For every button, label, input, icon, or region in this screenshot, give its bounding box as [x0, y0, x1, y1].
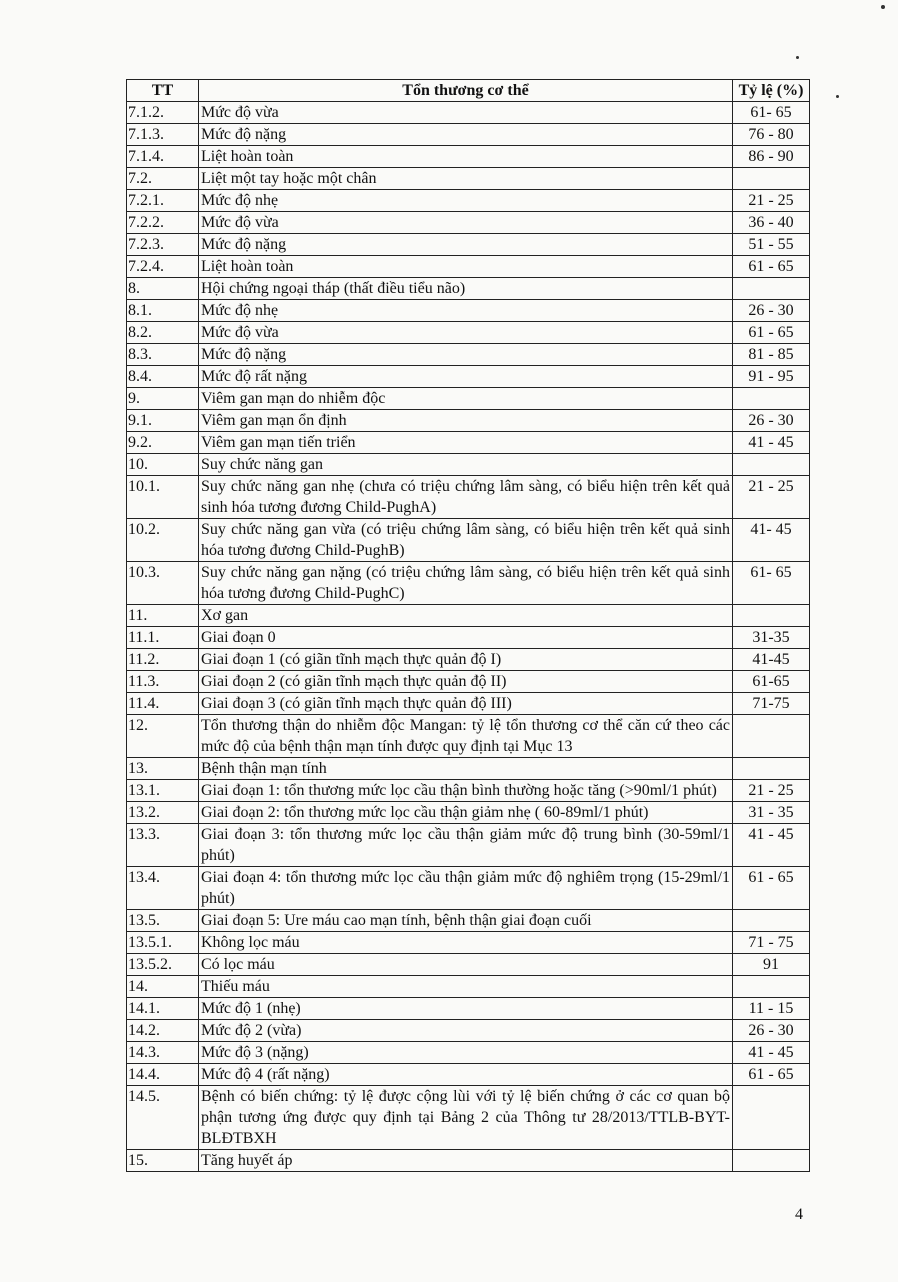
- table-row: [127, 910, 810, 932]
- row-description: Xơ gan: [199, 605, 733, 627]
- row-description: Viêm gan mạn do nhiễm độc: [199, 388, 733, 410]
- row-description: Bệnh có biến chứng: tỷ lệ được cộng lùi với tỷ lệ biến chứng ở các cơ quan bộ phận tương ứng được quy định tại Bảng 2 của Thông tư 28/2013/TTLB-BYT-BLĐTBXH: [199, 1086, 733, 1150]
- header-tt: TT: [127, 80, 199, 102]
- row-description: Mức độ rất nặng: [199, 366, 733, 388]
- table-row: [127, 388, 810, 410]
- row-rate: 41 - 45: [733, 824, 810, 867]
- table-row: [127, 998, 810, 1020]
- row-rate: 61- 65: [733, 102, 810, 124]
- row-rate: 41-45: [733, 649, 810, 671]
- injury-rate-table: [126, 79, 810, 1172]
- row-number: 7.2.3.: [127, 234, 199, 256]
- row-description: Mức độ vừa: [199, 322, 733, 344]
- row-description: Liệt hoàn toàn: [199, 146, 733, 168]
- table-row: [127, 627, 810, 649]
- page-number: 4: [795, 1206, 803, 1223]
- scan-speck: [796, 56, 799, 59]
- table-row: [127, 476, 810, 519]
- table-row: [127, 954, 810, 976]
- table-body: [127, 102, 810, 1172]
- row-number: 13.: [127, 758, 199, 780]
- row-number: 11.3.: [127, 671, 199, 693]
- row-rate: [733, 976, 810, 998]
- table-row: [127, 976, 810, 998]
- row-description: Giai đoạn 3: tổn thương mức lọc cầu thận giảm mức độ trung bình (30-59ml/1 phút): [199, 824, 733, 867]
- row-number: 11.1.: [127, 627, 199, 649]
- header-rate: Tỷ lệ (%): [733, 80, 810, 102]
- row-rate: [733, 758, 810, 780]
- row-description: Hội chứng ngoại tháp (thất điều tiểu não): [199, 278, 733, 300]
- table-row: [127, 278, 810, 300]
- row-description: Mức độ nặng: [199, 124, 733, 146]
- table-row: [127, 867, 810, 910]
- row-description: Giai đoạn 0: [199, 627, 733, 649]
- row-number: 13.5.: [127, 910, 199, 932]
- table-row: [127, 1020, 810, 1042]
- row-rate: 31-35: [733, 627, 810, 649]
- table-row: [127, 234, 810, 256]
- table-row: [127, 1150, 810, 1172]
- table-row: [127, 715, 810, 758]
- row-number: 10.: [127, 454, 199, 476]
- table-row: [127, 1042, 810, 1064]
- table-row: [127, 454, 810, 476]
- table-row: [127, 256, 810, 278]
- row-description: Mức độ nhẹ: [199, 190, 733, 212]
- row-description: Suy chức năng gan nặng (có triệu chứng lâm sàng, có biểu hiện trên kết quả sinh hóa tương đương Child-PughC): [199, 562, 733, 605]
- row-number: 7.2.2.: [127, 212, 199, 234]
- row-rate: 41 - 45: [733, 1042, 810, 1064]
- table-row: [127, 562, 810, 605]
- row-description: Giai đoạn 5: Ure máu cao mạn tính, bệnh thận giai đoạn cuối: [199, 910, 733, 932]
- row-description: Liệt một tay hoặc một chân: [199, 168, 733, 190]
- row-description: Suy chức năng gan: [199, 454, 733, 476]
- table-row: [127, 102, 810, 124]
- row-rate: 41- 45: [733, 519, 810, 562]
- row-number: 9.2.: [127, 432, 199, 454]
- row-rate: 61 - 65: [733, 322, 810, 344]
- table-row: [127, 366, 810, 388]
- row-number: 14.2.: [127, 1020, 199, 1042]
- row-description: Giai đoạn 2: tổn thương mức lọc cầu thận giảm nhẹ ( 60-89ml/1 phút): [199, 802, 733, 824]
- row-description: Tăng huyết áp: [199, 1150, 733, 1172]
- row-rate: 91 - 95: [733, 366, 810, 388]
- row-number: 13.3.: [127, 824, 199, 867]
- table-row: [127, 824, 810, 867]
- row-number: 13.5.2.: [127, 954, 199, 976]
- row-description: Mức độ 4 (rất nặng): [199, 1064, 733, 1086]
- row-rate: 76 - 80: [733, 124, 810, 146]
- table-row: [127, 671, 810, 693]
- row-rate: 26 - 30: [733, 300, 810, 322]
- header-injury: Tổn thương cơ thể: [199, 80, 733, 102]
- row-description: Thiếu máu: [199, 976, 733, 998]
- table-header-row: [127, 80, 810, 102]
- row-description: Có lọc máu: [199, 954, 733, 976]
- row-rate: 41 - 45: [733, 432, 810, 454]
- row-rate: [733, 605, 810, 627]
- row-rate: 36 - 40: [733, 212, 810, 234]
- row-number: 7.1.3.: [127, 124, 199, 146]
- row-number: 7.2.4.: [127, 256, 199, 278]
- row-description: Mức độ nặng: [199, 234, 733, 256]
- table-row: [127, 410, 810, 432]
- table-row: [127, 322, 810, 344]
- row-number: 9.: [127, 388, 199, 410]
- row-rate: [733, 454, 810, 476]
- table-row: [127, 168, 810, 190]
- row-description: Giai đoạn 4: tổn thương mức lọc cầu thận giảm mức độ nghiêm trọng (15-29ml/1 phút): [199, 867, 733, 910]
- row-rate: 51 - 55: [733, 234, 810, 256]
- row-number: 8.2.: [127, 322, 199, 344]
- row-rate: 61-65: [733, 671, 810, 693]
- row-number: 10.2.: [127, 519, 199, 562]
- row-rate: [733, 388, 810, 410]
- row-rate: 31 - 35: [733, 802, 810, 824]
- row-description: Giai đoạn 1 (có giãn tĩnh mạch thực quản độ I): [199, 649, 733, 671]
- row-number: 10.1.: [127, 476, 199, 519]
- row-rate: 21 - 25: [733, 190, 810, 212]
- row-number: 8.4.: [127, 366, 199, 388]
- row-number: 7.2.1.: [127, 190, 199, 212]
- row-description: Mức độ 1 (nhẹ): [199, 998, 733, 1020]
- row-rate: [733, 168, 810, 190]
- row-number: 13.5.1.: [127, 932, 199, 954]
- row-number: 8.: [127, 278, 199, 300]
- row-number: 14.1.: [127, 998, 199, 1020]
- row-number: 7.2.: [127, 168, 199, 190]
- row-description: Mức độ nặng: [199, 344, 733, 366]
- row-rate: 91: [733, 954, 810, 976]
- row-rate: 11 - 15: [733, 998, 810, 1020]
- row-description: Liệt hoàn toàn: [199, 256, 733, 278]
- row-number: 10.3.: [127, 562, 199, 605]
- row-number: 8.1.: [127, 300, 199, 322]
- table-row: [127, 1064, 810, 1086]
- row-number: 14.5.: [127, 1086, 199, 1150]
- row-number: 11.4.: [127, 693, 199, 715]
- table-row: [127, 519, 810, 562]
- row-number: 14.4.: [127, 1064, 199, 1086]
- row-rate: 61 - 65: [733, 256, 810, 278]
- table-row: [127, 146, 810, 168]
- row-number: 12.: [127, 715, 199, 758]
- table-row: [127, 693, 810, 715]
- table-row: [127, 932, 810, 954]
- row-number: 7.1.2.: [127, 102, 199, 124]
- row-number: 15.: [127, 1150, 199, 1172]
- row-rate: 71-75: [733, 693, 810, 715]
- row-rate: 61 - 65: [733, 867, 810, 910]
- row-rate: [733, 1086, 810, 1150]
- table-row: [127, 649, 810, 671]
- row-rate: 21 - 25: [733, 780, 810, 802]
- row-number: 13.1.: [127, 780, 199, 802]
- row-number: 9.1.: [127, 410, 199, 432]
- row-rate: 61 - 65: [733, 1064, 810, 1086]
- row-description: Viêm gan mạn ổn định: [199, 410, 733, 432]
- row-description: Giai đoạn 1: tổn thương mức lọc cầu thận bình thường hoặc tăng (>90ml/1 phút): [199, 780, 733, 802]
- table-row: [127, 432, 810, 454]
- row-number: 11.2.: [127, 649, 199, 671]
- row-rate: 81 - 85: [733, 344, 810, 366]
- row-description: Suy chức năng gan vừa (có triệu chứng lâm sàng, có biểu hiện trên kết quả sinh hóa tương đương Child-PughB): [199, 519, 733, 562]
- row-rate: 86 - 90: [733, 146, 810, 168]
- row-description: Mức độ vừa: [199, 102, 733, 124]
- row-description: Giai đoạn 3 (có giãn tĩnh mạch thực quản độ III): [199, 693, 733, 715]
- table-row: [127, 344, 810, 366]
- row-rate: 21 - 25: [733, 476, 810, 519]
- row-description: Suy chức năng gan nhẹ (chưa có triệu chứng lâm sàng, có biểu hiện trên kết quả sinh hóa tương đương Child-PughA): [199, 476, 733, 519]
- scan-speck: [881, 5, 885, 9]
- scan-speck: [836, 95, 839, 98]
- row-rate: [733, 910, 810, 932]
- table-row: [127, 780, 810, 802]
- row-description: Không lọc máu: [199, 932, 733, 954]
- row-description: Mức độ 2 (vừa): [199, 1020, 733, 1042]
- row-rate: 26 - 30: [733, 410, 810, 432]
- row-description: Mức độ vừa: [199, 212, 733, 234]
- table-row: [127, 212, 810, 234]
- row-description: Viêm gan mạn tiến triển: [199, 432, 733, 454]
- row-description: Giai đoạn 2 (có giãn tĩnh mạch thực quản độ II): [199, 671, 733, 693]
- row-rate: [733, 278, 810, 300]
- table-row: [127, 1086, 810, 1150]
- row-number: 7.1.4.: [127, 146, 199, 168]
- table-row: [127, 802, 810, 824]
- row-rate: 26 - 30: [733, 1020, 810, 1042]
- row-number: 13.2.: [127, 802, 199, 824]
- table-row: [127, 605, 810, 627]
- row-number: 14.3.: [127, 1042, 199, 1064]
- row-number: 14.: [127, 976, 199, 998]
- row-description: Mức độ 3 (nặng): [199, 1042, 733, 1064]
- row-number: 8.3.: [127, 344, 199, 366]
- row-rate: 61- 65: [733, 562, 810, 605]
- row-number: 13.4.: [127, 867, 199, 910]
- row-description: Tổn thương thận do nhiễm độc Mangan: tỷ lệ tổn thương cơ thể căn cứ theo các mức độ của bệnh thận mạn tính được quy định tại Mục 13: [199, 715, 733, 758]
- row-rate: 71 - 75: [733, 932, 810, 954]
- row-description: Mức độ nhẹ: [199, 300, 733, 322]
- table-row: [127, 758, 810, 780]
- table-row: [127, 190, 810, 212]
- row-number: 11.: [127, 605, 199, 627]
- row-rate: [733, 1150, 810, 1172]
- row-description: Bệnh thận mạn tính: [199, 758, 733, 780]
- table-row: [127, 300, 810, 322]
- row-rate: [733, 715, 810, 758]
- table-row: [127, 124, 810, 146]
